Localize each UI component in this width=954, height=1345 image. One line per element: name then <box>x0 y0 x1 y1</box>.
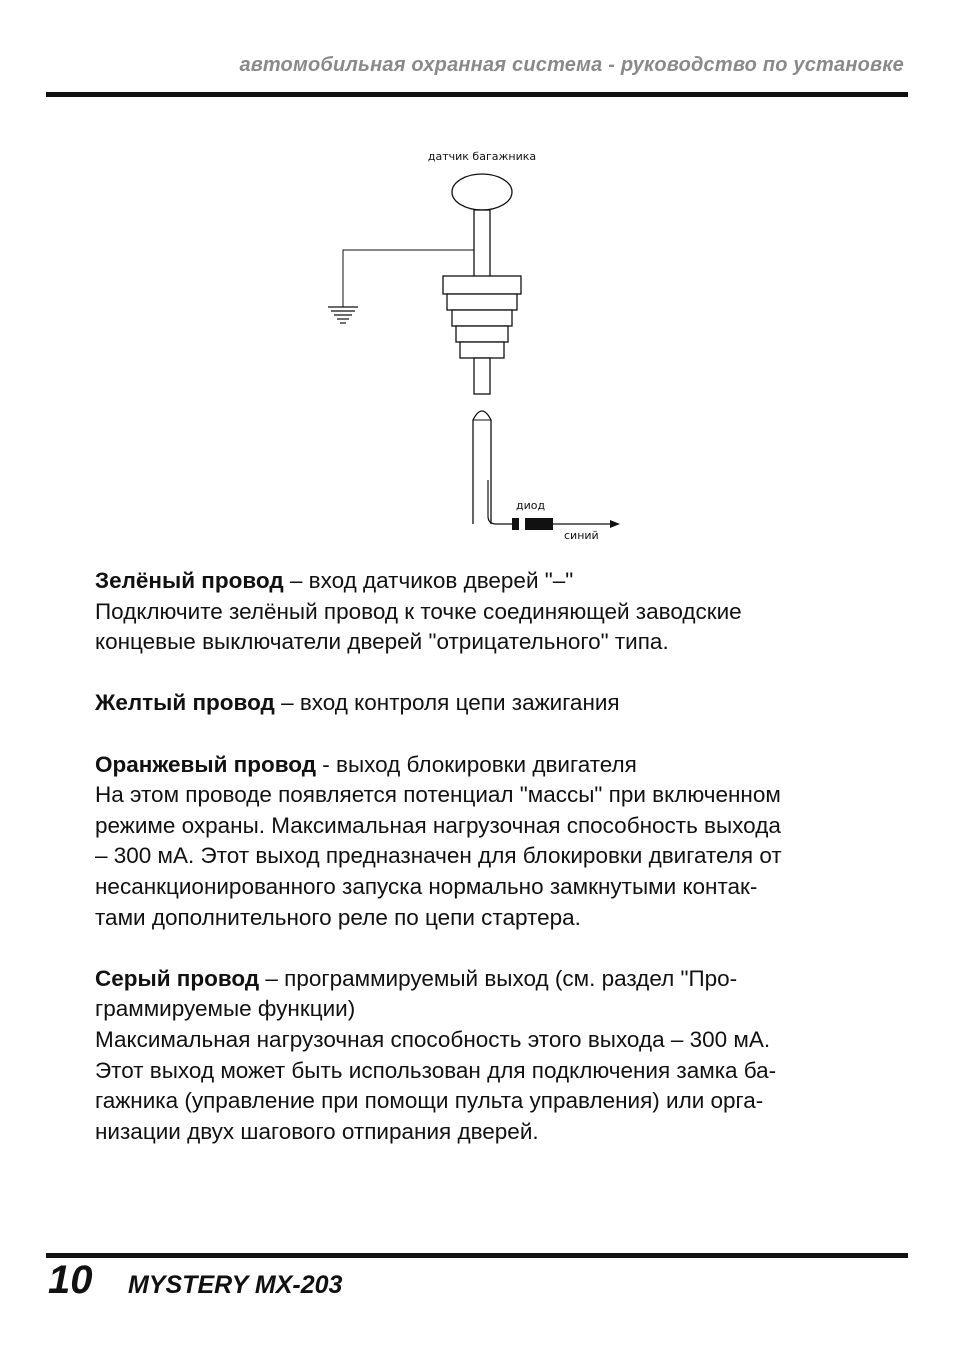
section-yellow-wire <box>95 688 915 719</box>
sensor-label: датчик багажника <box>427 150 537 163</box>
running-header: автомобильная охранная система - руководство по установке <box>239 54 904 76</box>
text-line: концевые выключатели дверей "отрицательного" типа. <box>95 629 669 655</box>
text-line: граммируемые функции) <box>95 996 356 1022</box>
section-green-wire <box>95 566 915 658</box>
sensor-shaft <box>474 210 490 282</box>
text-line: тами дополнительного реле по цепи стартера. <box>95 904 581 930</box>
diode-label: диод <box>516 499 546 512</box>
page-number: 10 <box>48 1258 93 1302</box>
text-line: несанкционированного запуска нормально замкнутыми контак- <box>95 873 758 899</box>
section-title-rest: - выход блокировки двигателя <box>316 751 637 777</box>
sensor-head <box>452 174 512 210</box>
header-rule <box>46 92 908 97</box>
section-title <box>95 688 915 719</box>
section-title <box>95 964 915 995</box>
text-line: режиме охраны. Максимальная нагрузочная способность выхода <box>95 812 781 838</box>
section-heading: Желтый провод <box>95 690 275 716</box>
section-title <box>95 750 915 781</box>
section-title <box>95 566 915 597</box>
arrow-head-icon <box>610 520 620 528</box>
wire-label: синий <box>564 529 599 542</box>
section-title-rest: – вход датчиков дверей "–" <box>283 568 574 593</box>
diode-symbol <box>512 518 553 530</box>
text-line: На этом проводе появляется потенциал "массы" при включенном <box>95 782 781 808</box>
section-orange-wire <box>95 750 915 934</box>
model-name: MYSTERY MX-203 <box>128 1271 343 1299</box>
section-heading: Оранжевый провод <box>95 751 316 777</box>
section-heading: Зелёный провод <box>95 568 284 593</box>
text-line: гажника (управление при помощи пульта управления) или орга- <box>95 1088 764 1114</box>
body-text <box>95 566 915 1178</box>
text-line: Максимальная нагрузочная способность этого выхода – 300 мА. <box>95 1026 771 1052</box>
section-heading: Серый провод <box>95 965 260 991</box>
text-line: – 300 мА. Этот выход предназначен для блокировки двигателя от <box>95 843 782 869</box>
sensor-pin <box>474 358 490 394</box>
text-line: Этот выход может быть использован для подключения замка ба- <box>95 1057 777 1083</box>
footer-rule <box>46 1253 908 1258</box>
section-gray-wire <box>95 964 915 1148</box>
text-line: Подключите зелёный провод к точке соединяющей заводские <box>95 598 742 624</box>
section-title-rest: – программируемый выход (см. раздел "Про- <box>259 965 738 991</box>
sensor-body <box>443 276 521 358</box>
text-line: низации двух шагового отпирания дверей. <box>95 1118 539 1144</box>
trunk-sensor-diagram <box>300 140 660 560</box>
section-title-rest: – вход контроля цепи зажигания <box>274 690 620 716</box>
ground-symbol <box>328 307 358 323</box>
